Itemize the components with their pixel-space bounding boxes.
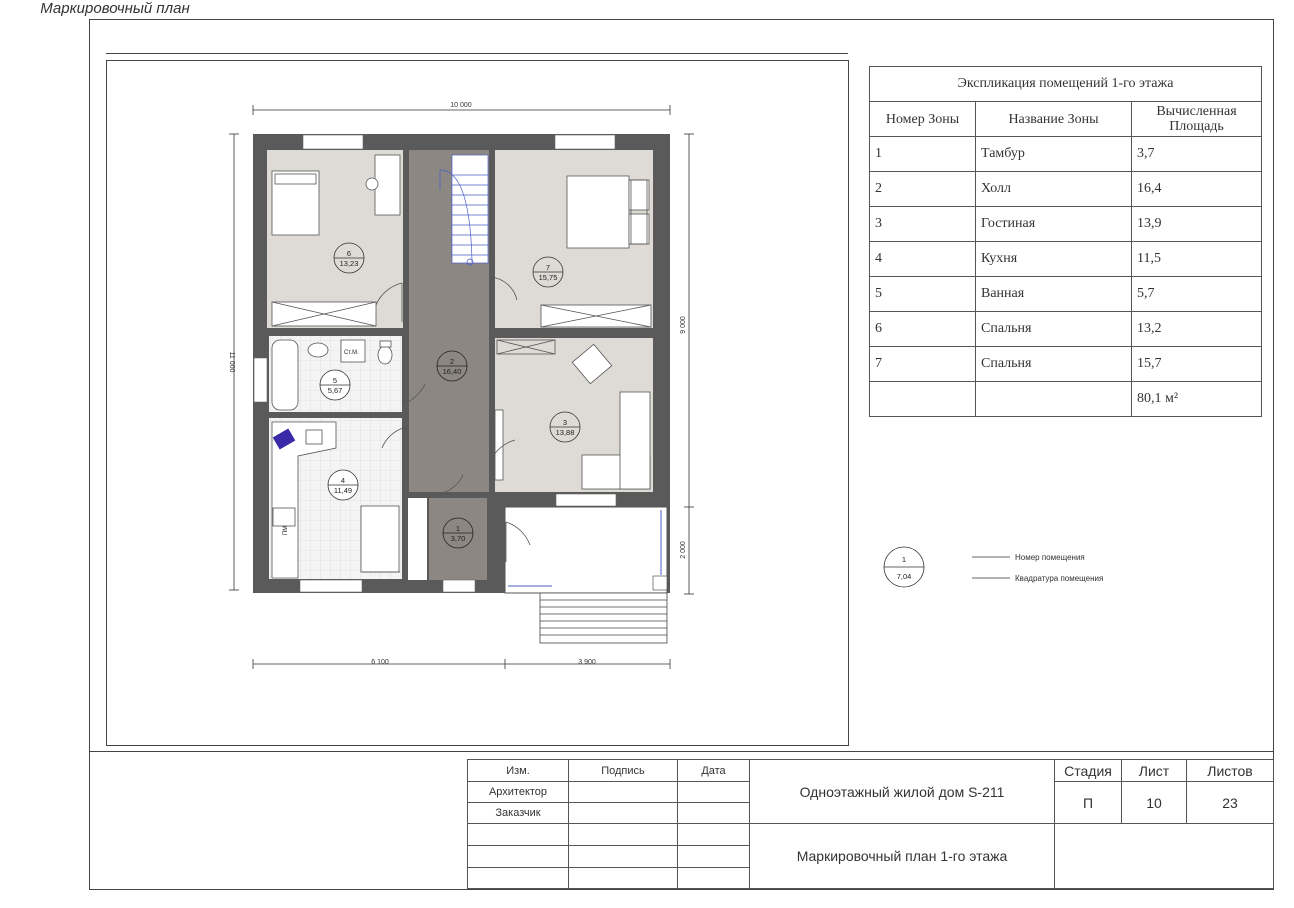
explication-caption: Экспликация помещений 1-го этажа (870, 67, 1262, 102)
project-title: Одноэтажный жилой дом S-211 (750, 760, 1055, 824)
dim-right-height: 9 000 (680, 316, 687, 334)
legend-label-num: Номер помещения (1015, 553, 1085, 562)
row-name: Тамбур (976, 137, 1132, 172)
row-area: 11,5 (1132, 242, 1262, 277)
legend (880, 545, 1140, 590)
role-architect: Архитектор (468, 782, 569, 803)
stamp-col-podpis: Подпись (569, 760, 678, 782)
legend-label-area: Квадратура помещения (1015, 574, 1104, 583)
room-1-num: 1 (455, 524, 461, 533)
sheet-name: Маркировочный план 1-го этажа (750, 824, 1055, 889)
storage-floor (408, 498, 427, 580)
row-name: Гостиная (976, 207, 1132, 242)
row-name: Ванная (976, 277, 1132, 312)
row-area: 13,9 (1132, 207, 1262, 242)
table-row (870, 137, 1262, 172)
legend-sample-area: 7,04 (896, 572, 912, 581)
row-num: 7 (870, 347, 976, 382)
dishwasher-label: ПМ (283, 525, 289, 535)
room-5-area: 5,67 (327, 386, 343, 395)
sheets-value: 23 (1187, 782, 1274, 824)
stage-value: П (1055, 782, 1122, 824)
dim-porch-height: 2 000 (680, 541, 687, 559)
room-3-area: 13,88 (555, 428, 575, 437)
room-2-area: 16,40 (442, 367, 462, 376)
table-row (870, 172, 1262, 207)
total-row (870, 382, 1262, 417)
table-row (870, 277, 1262, 312)
room-5-marker (320, 370, 350, 400)
room-4-marker (328, 470, 358, 500)
row-name: Спальня (976, 347, 1132, 382)
dim-bottom-left: 6 100 (371, 659, 389, 666)
porch-steps (540, 593, 667, 643)
stamp-col-data: Дата (678, 760, 750, 782)
room-6-area: 13,23 (339, 259, 359, 268)
row-num: 5 (870, 277, 976, 312)
row-area: 3,7 (1132, 137, 1262, 172)
room-4-area: 11,49 (333, 486, 353, 495)
row-num: 3 (870, 207, 976, 242)
room-3-num: 3 (562, 418, 568, 427)
dim-top-width: 10 000 (450, 102, 472, 109)
table-row (870, 312, 1262, 347)
row-num: 1 (870, 137, 976, 172)
role-customer: Заказчик (468, 803, 569, 824)
total-area: 80,1 м² (1132, 382, 1262, 417)
row-name: Холл (976, 172, 1132, 207)
table-row (870, 207, 1262, 242)
washer-label: Ст.М. (344, 350, 359, 356)
sheet-value: 10 (1122, 782, 1187, 824)
room-2-num: 2 (449, 357, 455, 366)
row-area: 5,7 (1132, 277, 1262, 312)
header-zone-area: Вычисленная Площадь (1132, 102, 1262, 137)
header-zone-name: Название Зоны (976, 102, 1132, 137)
dim-bottom-right: 3 900 (578, 659, 596, 666)
table-row (870, 347, 1262, 382)
legend-sample-num: 1 (901, 555, 907, 564)
row-area: 16,4 (1132, 172, 1262, 207)
sheet-title: Маркировочный план (40, 0, 190, 17)
title-block (467, 759, 1274, 889)
row-num: 2 (870, 172, 976, 207)
header-zone-number: Номер Зоны (870, 102, 976, 137)
sheets-label: Листов (1187, 760, 1274, 782)
row-num: 4 (870, 242, 976, 277)
row-name: Кухня (976, 242, 1132, 277)
room-4-num: 4 (340, 476, 346, 485)
stamp-col-izm: Изм. (468, 760, 569, 782)
room-7-num: 7 (545, 263, 551, 272)
room-5-num: 5 (332, 376, 338, 385)
row-num: 6 (870, 312, 976, 347)
room-6-num: 6 (346, 249, 352, 258)
row-area: 13,2 (1132, 312, 1262, 347)
dim-left-height: 11 000 (228, 351, 235, 373)
explication-table (869, 66, 1262, 417)
room-7-area: 15,75 (538, 273, 558, 282)
row-area: 15,7 (1132, 347, 1262, 382)
stage-label: Стадия (1055, 760, 1122, 782)
sheet-label: Лист (1122, 760, 1187, 782)
room-1-area: 3,70 (450, 534, 466, 543)
table-row (870, 242, 1262, 277)
row-name: Спальня (976, 312, 1132, 347)
porch (505, 507, 667, 593)
